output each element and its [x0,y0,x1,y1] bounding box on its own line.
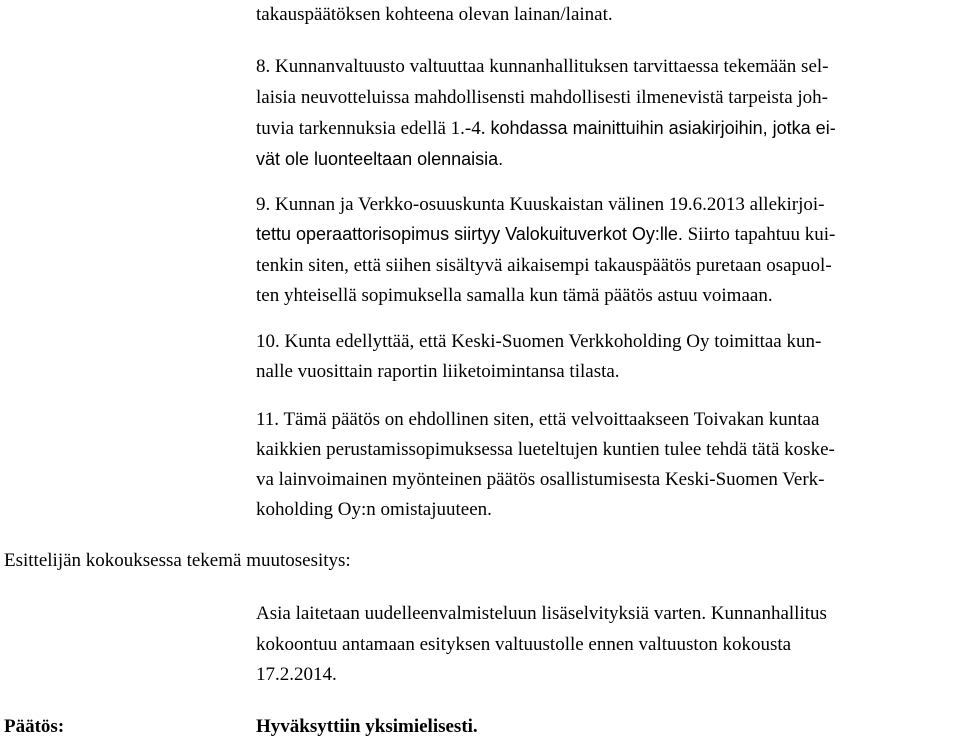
item-8-line-3-a: tuvia tarkennuksia edellä 1.-4. [256,118,486,139]
item-9-line-2-a: tettu operaattorisopimus siirtyy Valokuituverkot Oy:lle. [256,224,683,244]
proposal-label: Esittelijän kokouksessa tekemä muutosesitys: [4,550,351,571]
item-8-line-3 [256,113,836,144]
item-11-line-4: koholding Oy:n omistajuuteen. [256,499,492,520]
item-9-line-2-b: Siirto tapahtuu kui- [682,224,836,245]
item-11-line-3: va lainvoimainen myönteinen päätös osallistumisesta Keski-Suomen Verk- [256,469,825,490]
line-0: takauspäätöksen kohteena olevan lainan/lainat. [256,4,613,25]
item-8-line-1: 8. Kunnanvaltuusto valtuuttaa kunnanhallituksen tarvittaessa tekemään sel- [256,56,829,77]
item-9-line-3: tenkin siten, että siihen sisältyvä aikaisempi takauspäätös puretaan osapuol- [256,255,832,276]
item-10-line-1: 10. Kunta edellyttää, että Keski-Suomen Verkkoholding Oy toimittaa kun- [256,331,822,352]
item-9-line-1: 9. Kunnan ja Verkko-osuuskunta Kuuskaistan välinen 19.6.2013 allekirjoi- [256,194,825,215]
item-11-line-2: kaikkien perustamissopimuksessa lueteltujen kuntien tulee tehdä tätä koske- [256,439,835,460]
proposal-line-2: kokoontuu antamaan esityksen valtuustolle ennen valtuuston kokousta [256,634,792,655]
item-11-line-1: 11. Tämä päätös on ehdollinen siten, että velvoittaakseen Toivakan kuntaa [256,409,820,430]
decision-label: Päätös: [4,716,65,737]
item-8-line-3-b: kohdassa mainittuihin asiakirjoihin, jotka ei- [485,118,836,138]
item-10-line-2: nalle vuosittain raportin liiketoimintansa tilasta. [256,361,620,382]
proposal-line-1: Asia laitetaan uudelleenvalmisteluun lisäselvityksiä varten. Kunnanhallitus [256,603,827,624]
item-9-line-2 [256,219,835,250]
item-8-line-4: vät ole luonteeltaan olennaisia. [256,149,504,169]
item-8-line-2: laisia neuvotteluissa mahdollisensti mahdollisesti ilmenevistä tarpeista joh- [256,87,829,108]
proposal-line-3: 17.2.2014. [256,664,337,685]
decision-text: Hyväksyttiin yksimielisesti. [256,716,478,737]
item-9-line-4: ten yhteisellä sopimuksella samalla kun tämä päätös astuu voimaan. [256,285,773,306]
